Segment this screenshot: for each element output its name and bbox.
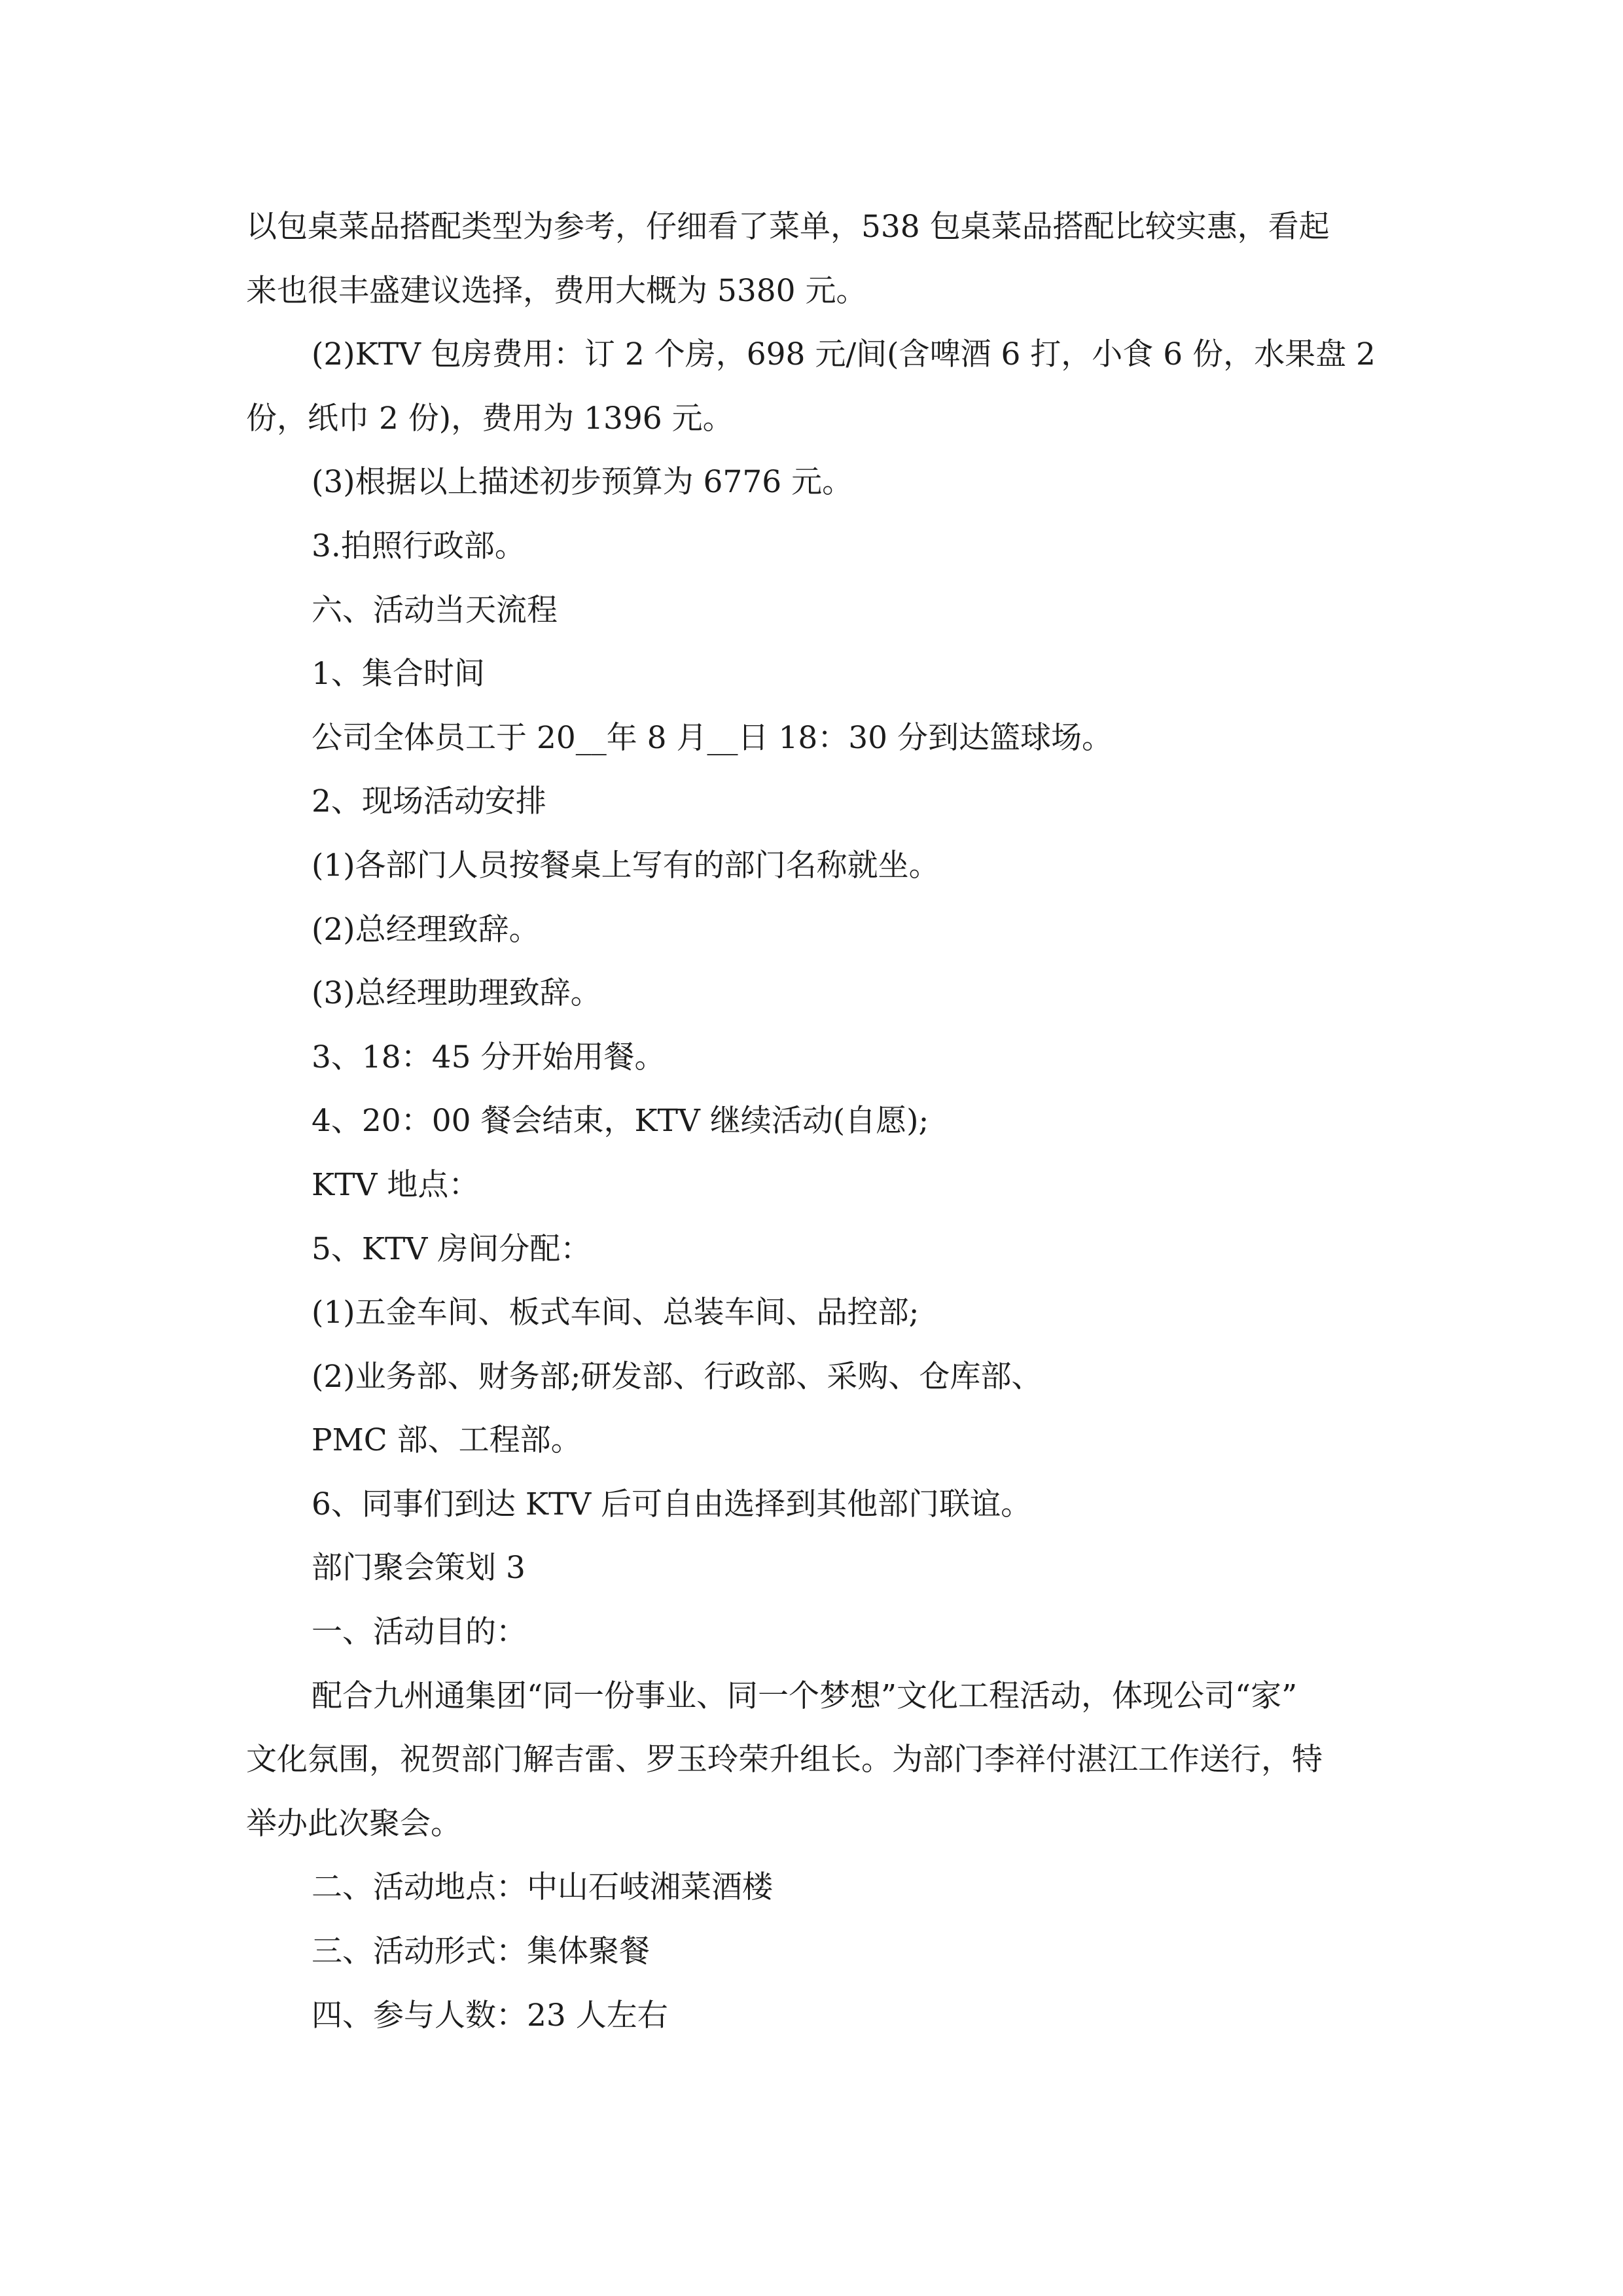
body-line: 3.拍照行政部。	[312, 528, 526, 564]
section-heading: 二、活动地点：中山石岐湘菜酒楼	[312, 1869, 773, 1906]
body-line: (3)总经理助理致辞。	[312, 975, 601, 1012]
body-line: 公司全体员工于 20__年 8 月__日 18：30 分到达篮球场。	[312, 719, 1113, 756]
document-body	[246, 195, 1382, 2047]
body-line: 配合九州通集团“同一份事业、同一个梦想”文化工程活动，体现公司“家”	[312, 1677, 1298, 1714]
body-line: (3)根据以上描述初步预算为 6776 元。	[312, 464, 853, 501]
section-heading: 六、活动当天流程	[312, 592, 558, 628]
subsection-heading: 5、KTV 房间分配：	[312, 1230, 592, 1267]
body-line: 4、20：00 餐会结束，KTV 继续活动(自愿);	[312, 1103, 929, 1139]
section-heading: 一、活动目的：	[312, 1614, 527, 1651]
body-line: 举办此次聚会。	[246, 1805, 461, 1842]
section-heading: 三、活动形式：集体聚餐	[312, 1933, 650, 1970]
subsection-heading: 2、现场活动安排	[312, 783, 546, 820]
body-line: (2)总经理致辞。	[312, 911, 540, 948]
subsection-heading: 1、集合时间	[312, 656, 485, 692]
body-line: 份，纸巾 2 份)，费用为 1396 元。	[246, 400, 734, 437]
section-heading: 四、参与人数：23 人左右	[312, 1997, 668, 2034]
body-line: KTV 地点：	[312, 1166, 480, 1203]
body-line: (2)KTV 包房费用：订 2 个房，698 元/间(含啤酒 6 打，小食 6 份，水果盘 2	[312, 336, 1376, 373]
body-line: (1)各部门人员按餐桌上写有的部门名称就坐。	[312, 847, 940, 884]
body-line: (2)业务部、财务部;研发部、行政部、采购、仓库部、	[312, 1358, 1043, 1395]
body-line: 以包桌菜品搭配类型为参考，仔细看了菜单，538 包桌菜品搭配比较实惠，看起	[246, 209, 1330, 245]
body-line: 文化氛围，祝贺部门解吉雷、罗玉玲荣升组长。为部门李祥付湛江工作送行，特	[246, 1742, 1323, 1778]
body-line: 3、18：45 分开始用餐。	[312, 1039, 666, 1075]
body-line: PMC 部、工程部。	[312, 1422, 582, 1459]
body-line: (1)五金车间、板式车间、总装车间、品控部;	[312, 1295, 919, 1331]
body-line: 来也很丰盛建议选择，费用大概为 5380 元。	[246, 272, 867, 309]
document-title: 部门聚会策划 3	[312, 1550, 526, 1587]
body-line: 6、同事们到达 KTV 后可自由选择到其他部门联谊。	[312, 1486, 1032, 1522]
